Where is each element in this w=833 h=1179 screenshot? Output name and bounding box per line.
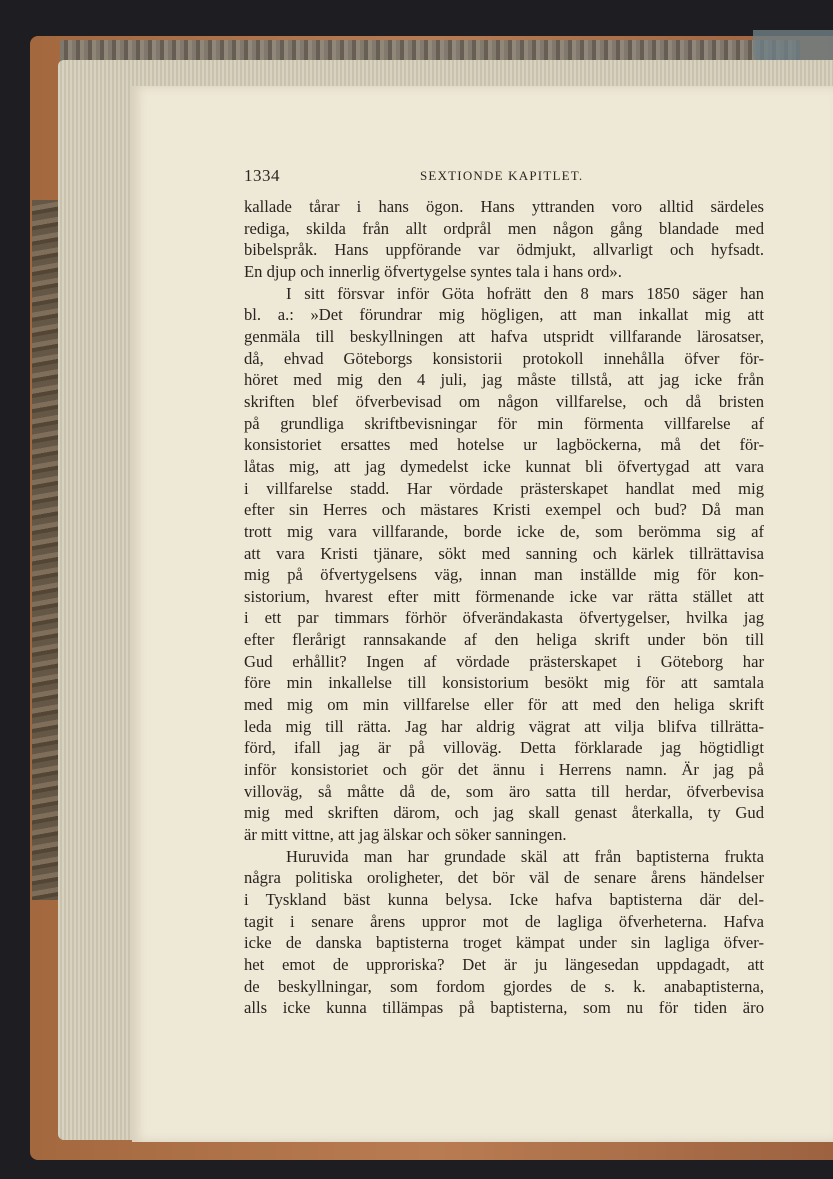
text-line: Huruvida man har grundade skäl att från baptisterna frukta bbox=[286, 846, 764, 866]
text-line: tagit i senare årens uppror mot de lagliga öfverheterna. Hafva bbox=[244, 911, 764, 931]
text-line: inför konsistoriet och gör det ännu i Herrens namn. Är jag på bbox=[244, 760, 764, 780]
marbled-spine bbox=[32, 200, 58, 900]
text-line: mig på öfvertygelsens väg, innan man inställde mig för kon- bbox=[244, 565, 764, 585]
text-line: att vara Kristi tjänare, sökt med sanning och kärlek tillrättavisa bbox=[244, 543, 764, 563]
text-line: efter sin Herres och mästares Kristi exempel och bud? Då man bbox=[244, 500, 764, 520]
text-line: då, ehvad Göteborgs konsistorii protokoll innehålla öfver för- bbox=[244, 348, 764, 368]
text-line: I sitt försvar inför Göta hofrätt den 8 mars 1850 säger han bbox=[286, 283, 764, 303]
text-line: genmäla till beskyllningen att hafva utspridt villfarande lärosatser, bbox=[244, 326, 764, 346]
text-line: villoväg, så måtte då de, som äro satta till herdar, öfverbevisa bbox=[244, 781, 764, 801]
text-line: het emot de upproriska? Det är ju längesedan uppdagadt, att bbox=[244, 954, 764, 974]
text-line: bl. a.: »Det förundrar mig högligen, att man inkallat mig att bbox=[244, 305, 764, 325]
text-line: skriften blef öfverbevisad om någon villfarelse, och då bristen bbox=[244, 391, 764, 411]
text-line: leda mig till rätta. Jag har aldrig vägrat att vilja blifva tillrätta- bbox=[244, 716, 764, 736]
text-line: efter flerårigt rannsakande af den heliga skrift under bön till bbox=[244, 630, 764, 650]
body-text bbox=[244, 196, 764, 1019]
page-number: 1334 bbox=[244, 166, 280, 185]
text-line: icke de danska baptisterna troget kämpat under sin lagliga öfver- bbox=[244, 933, 764, 953]
text-line: med mig om min villfarelse eller för att med den heliga skrift bbox=[244, 695, 764, 715]
text-line: mig med skriften därom, och jag skall genast återkalla, ty Gud bbox=[244, 803, 764, 823]
text-line: bibelspråk. Hans uppförande var ödmjukt, allvarligt och hyfsadt. bbox=[244, 240, 764, 260]
text-line: höret med mig den 4 juli, jag måste tillstå, att jag icke från bbox=[244, 370, 764, 390]
text-line: de beskyllningar, som fordom gjordes de s. k. anabaptisterna, bbox=[244, 976, 764, 996]
text-line: låtas mig, att jag dymedelst icke kunnat bli öfvertygad att vara bbox=[244, 456, 764, 476]
text-line: konsistoriet ersattes med hotelse ur lagböckerna, må det för- bbox=[244, 435, 764, 455]
text-line: i villfarelse stadd. Har vördade prästerskapet handlat med mig bbox=[244, 478, 764, 498]
text-line: på grundliga skriftbevisningar för min förmenta villfarelse af bbox=[244, 413, 764, 433]
text-line: före min inkallelse till konsistorium besökt mig för att samtala bbox=[244, 673, 764, 693]
text-line: Gud erhållit? Ingen af vördade prästerskapet i Göteborg har bbox=[244, 651, 764, 671]
text-line: trott mig vara villfarande, borde icke de, som berömma sig af bbox=[244, 521, 764, 541]
text-line: förd, ifall jag är på villoväg. Detta förklarade jag högtidligt bbox=[244, 738, 764, 758]
text-line: i Tyskland bäst kunna belysa. Icke hafva baptisterna där del- bbox=[244, 890, 764, 909]
text-line: är mitt vittne, att jag älskar och söker sanningen. bbox=[244, 825, 567, 845]
text-line: alls icke kunna tillämpas på baptisterna, som nu för tiden äro bbox=[244, 998, 764, 1018]
text-line: En djup och innerlig öfvertygelse syntes tala i hans ord». bbox=[244, 261, 622, 281]
page-header bbox=[244, 166, 764, 190]
text-line: några politiska oroligheter, det bör väl de senare årens händelser bbox=[244, 868, 764, 888]
text-line: sistorium, hvarest efter mitt förmenande icke var rätta stället att bbox=[244, 586, 764, 606]
text-line: i ett par timmars förhör öfverändakasta öfvertygelser, hvilka jag bbox=[244, 608, 764, 628]
text-line: kallade tårar i hans ögon. Hans yttranden voro alltid särdeles bbox=[244, 197, 764, 216]
chapter-title: SEXTIONDE KAPITLET. bbox=[420, 168, 584, 183]
text-line: rediga, skilda från allt ordprål men någon gång blandade med bbox=[244, 218, 764, 238]
